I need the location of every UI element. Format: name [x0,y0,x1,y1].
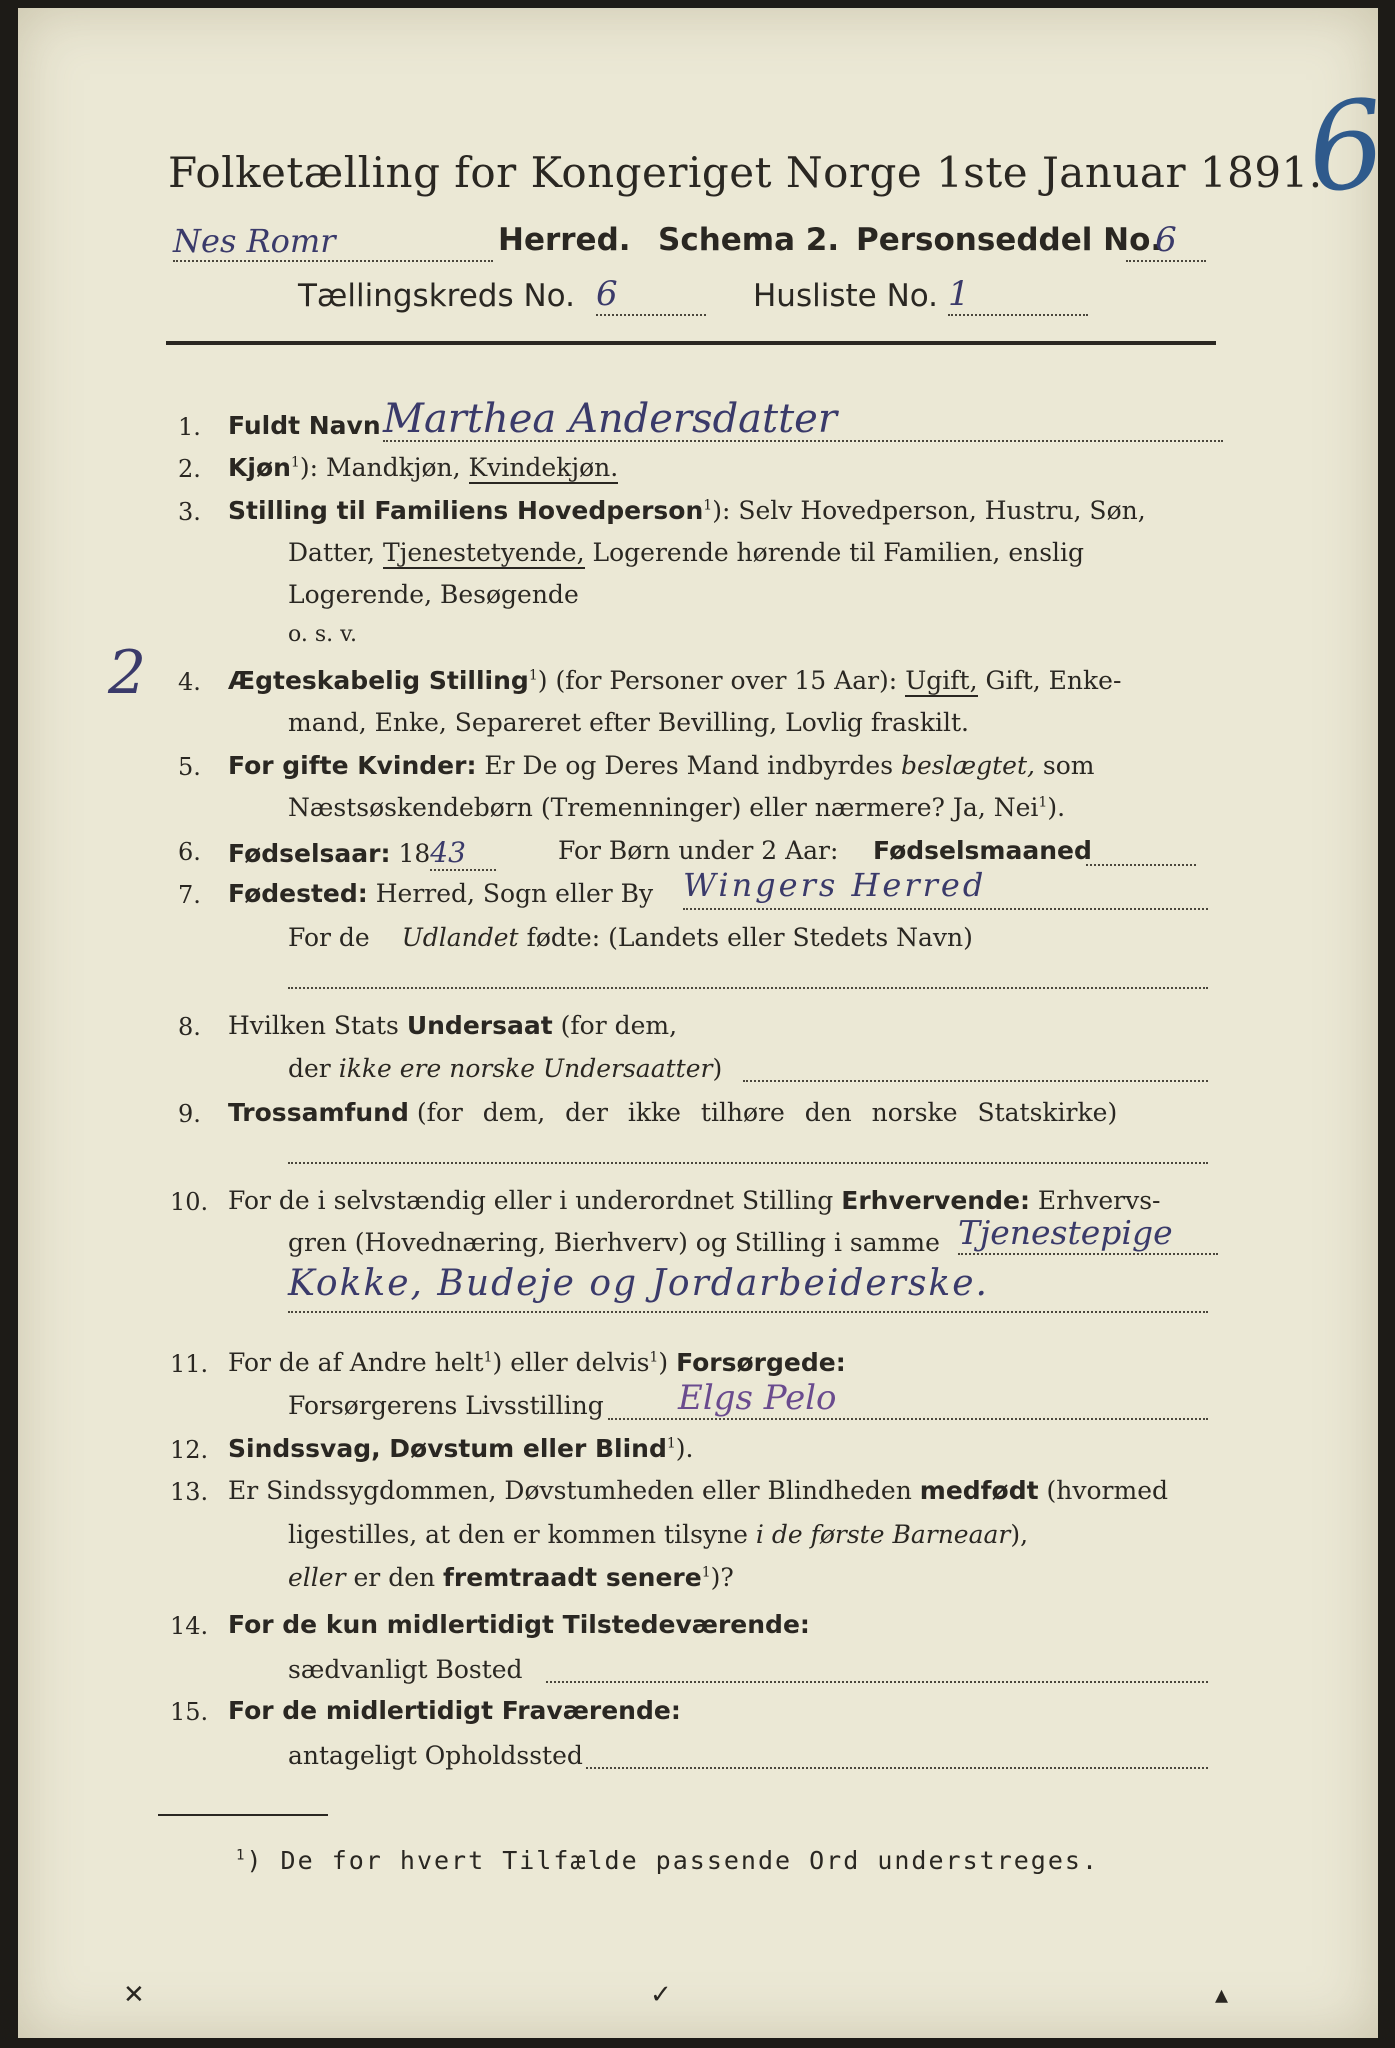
gifte-question: Er De og Deres Mand indbyrdes [484,751,894,780]
footnote-ref: 1 [290,454,300,471]
herred-field [173,222,493,262]
schema-label: Schema 2. [658,222,840,258]
undersaat-ital: ikke ere norske Undersaatter [338,1054,713,1083]
undersaat-condition: (for dem, [560,1011,678,1040]
item-number: 3. [178,498,201,526]
bosted-label: sædvanligt Bosted [288,1655,523,1684]
forsorger-value: Elgs Pelo [678,1378,837,1418]
footnote-ref: 1 [703,497,713,514]
stilling-line-4: o. s. v. [288,622,357,647]
medfodt-text: Er Sindssygdommen, Døvstumheden eller Blindheden [228,1476,912,1505]
gifte-options: Næstsøskendebørn (Tremenninger) eller nærmere? Ja, Nei [288,793,1039,822]
census-form-page [18,8,1392,2038]
stilling-line-2 [288,538,1084,567]
undersaat-label: Undersaat [406,1011,553,1040]
erhverv-field-1 [958,1213,1218,1255]
bosted-field [546,1655,1208,1683]
gifte-label: For gifte Kvinder: [228,751,477,780]
footnote-ref: 1 [701,1564,711,1581]
aegteskab-condition: ) (for Personer over 15 Aar): [537,666,898,695]
form-title: Folketælling for Kongeriget Norge 1ste Januar 1891. [168,148,1323,197]
erhverv-field-2 [288,1263,1208,1313]
corner-number: 6 [1300,74,1392,221]
born-under-2-text: For Børn under 2 Aar: [558,836,839,865]
erhverv-value-2: Kokke, Budeje og Jordarbeiderske. [288,1263,989,1304]
stilling-selected: Tjenestetyende, [382,538,585,567]
erhverv-row [228,1186,1160,1215]
trossamfund-row [228,1098,1117,1127]
undersaat-der: der [288,1054,331,1083]
item-number: 1. [178,413,201,441]
medfodt-label: medfødt [919,1476,1039,1505]
erhverv-text-2: Erhvervs- [1037,1186,1161,1215]
medfodt-line-3 [288,1563,734,1592]
stilling-options-2: Logerende hørende til Familien, enslig [592,538,1085,567]
item-number: 14. [170,1612,209,1640]
item-number: 8. [178,1013,201,1041]
taellingskreds-label: Tællingskreds No. [298,278,575,314]
erhverv-label: Erhvervende: [841,1186,1030,1215]
footnote-ref: 1 [528,667,538,684]
forsorger-field [608,1378,1208,1420]
trossamfund-field [288,1138,1208,1164]
stilling-label: Stilling til Familiens Hovedperson [228,496,704,525]
item-number: 13. [170,1478,209,1506]
item-number: 2. [178,455,201,483]
gifte-beslaegtet: beslægtet, [901,751,1035,780]
medfodt-line-2-text: ligestilles, at den er kommen tilsyne [288,1520,748,1549]
aegteskab-options: Gift, Enke- [985,666,1122,695]
trossamfund-condition: (for dem, der ikke tilhøre den norske Statskirke) [416,1098,1118,1127]
personseddel-value: 6 [1155,220,1177,260]
aegteskab-row [228,666,1121,695]
medfodt-line-2 [288,1520,1028,1549]
item-number: 7. [178,881,201,909]
medfodt-barneaar: i de første Barneaar [755,1520,1011,1549]
kjon-label: Kjøn [228,453,291,482]
erhverv-text: For de i selvstændig eller i underordnet Stilling [228,1186,834,1215]
fodested-field [683,866,1208,910]
footnote-ref: 1 [649,1349,659,1366]
medfodt-end: )? [710,1563,734,1592]
item-number: 4. [178,668,201,696]
corner-mark-icon: ▴ [1215,1980,1229,2010]
herred-value: Nes Romr [173,222,336,260]
stilling-options: ): Selv Hovedperson, Hustru, Søn, [712,496,1146,525]
erhverv-value-1: Tjenestepige [958,1213,1173,1252]
medfodt-line-3-text: er den [353,1563,436,1592]
sindssvag-end: ). [675,1434,694,1463]
fodested-label: Fødested: [228,879,368,908]
footnote-ref: 1 [1038,794,1048,811]
tilstedevaerende-label: For de kun midlertidigt Tilstedeværende: [228,1610,810,1639]
stilling-line-3: Logerende, Besøgende [288,580,579,609]
undersaat-field [743,1054,1208,1082]
header-divider [166,341,1216,345]
fravaerende-label: For de midlertidigt Fraværende: [228,1696,681,1725]
udlandet-label: Udlandet [401,923,519,952]
taellingskreds-field [596,274,706,316]
personseddel-field [1126,220,1206,262]
corner-mark-icon: ✕ [123,1980,145,2010]
footnote-mark: 1 [236,1847,247,1864]
sindssvag-row [228,1434,694,1463]
item-number: 9. [178,1100,201,1128]
taellingskreds-value: 6 [596,274,618,314]
fodselsaar-label: Fødselsaar: [228,839,391,868]
item-number: 5. [178,753,201,781]
undersaat-line-2 [288,1054,722,1083]
medfodt-eller: eller [288,1563,346,1592]
forsorgede-label: Forsørgede: [676,1348,846,1377]
medfodt-text-2: (hvormed [1046,1476,1169,1505]
footnote [236,1846,1099,1875]
husliste-label: Husliste No. [753,278,939,314]
footnote-ref: 1 [666,1435,676,1452]
footnote-text: ) De for hvert Tilfælde passende Ord understreges. [246,1846,1100,1875]
item-number: 6. [178,838,201,866]
undersaat-prefix: Hvilken Stats [228,1011,399,1040]
fuldt-navn-label: Fuldt Navn [228,411,381,440]
herred-label: Herred. [498,222,631,258]
gifte-line-2 [288,793,1065,822]
stilling-option-datter: Datter, [288,538,375,567]
fodested-options: Herred, Sogn eller By [375,879,654,908]
forsorgede-delvis: ) eller delvis [492,1348,650,1377]
centre-mark-icon: ✓ [650,1980,672,2010]
forsorgede-row [228,1348,846,1377]
udlandet-field [288,963,1208,989]
sindssvag-label: Sindssvag, Døvstum eller Blind [228,1434,667,1463]
husliste-value: 1 [948,274,970,314]
stilling-row [228,496,1146,525]
fodselsaar-printed: 18 [398,839,431,868]
aegteskab-line-2: mand, Enke, Separeret efter Bevilling, Lovlig fraskilt. [288,708,969,737]
fodselsmaaned-field [1086,838,1196,866]
footnote-divider [158,1814,328,1816]
forsorger-label: Forsørgerens Livsstilling [288,1391,604,1420]
undersaat-row [228,1011,677,1040]
erhverv-line-2: gren (Hovednæring, Bierhverv) og Stilling i samme [288,1228,940,1257]
udlandet-text: fødte: (Landets eller Stedets Navn) [526,923,973,952]
fodselsmaaned-label: Fødselsmaaned [873,836,1092,865]
footnote-ref: 1 [483,1349,493,1366]
fremtraadt-label: fremtraadt senere [443,1563,702,1592]
trossamfund-label: Trossamfund [228,1098,409,1127]
opholdssted-field [586,1741,1208,1769]
fuldt-navn-field [383,396,1223,442]
forsorgede-helt: For de af Andre helt [228,1348,484,1377]
item-number: 15. [170,1698,209,1726]
kjon-options: ): Mandkjøn, [299,453,461,482]
forsorgede-close: ) [658,1348,669,1377]
margin-note: 2 [108,638,147,708]
item-number: 10. [170,1188,209,1216]
udlandet-prefix: For de [288,923,370,952]
kjon-row [228,453,618,482]
gifte-som: som [1042,751,1095,780]
aegteskab-label: Ægteskabelig Stilling [228,666,529,695]
kjon-selected: Kvindekjøn. [468,453,619,482]
aegteskab-selected: Ugift, [905,666,978,695]
item-number: 12. [170,1436,209,1464]
gifte-row [228,751,1095,780]
fodselsaar-value: 43 [430,836,496,871]
undersaat-close: ) [712,1054,723,1083]
medfodt-row [228,1476,1168,1505]
fodested-value: Wingers Herred [683,866,987,904]
udlandet-row [288,923,973,952]
fodested-row [228,879,653,908]
fuldt-navn-value: Marthea Andersdatter [383,396,837,442]
item-number: 11. [170,1350,209,1378]
gifte-end: ). [1047,793,1066,822]
husliste-field [948,274,1088,316]
medfodt-line-2-end: ), [1010,1520,1029,1549]
opholdssted-label: antageligt Opholdssted [288,1741,583,1770]
personseddel-label: Personseddel No. [856,222,1163,258]
fodselsaar-row [228,836,496,869]
